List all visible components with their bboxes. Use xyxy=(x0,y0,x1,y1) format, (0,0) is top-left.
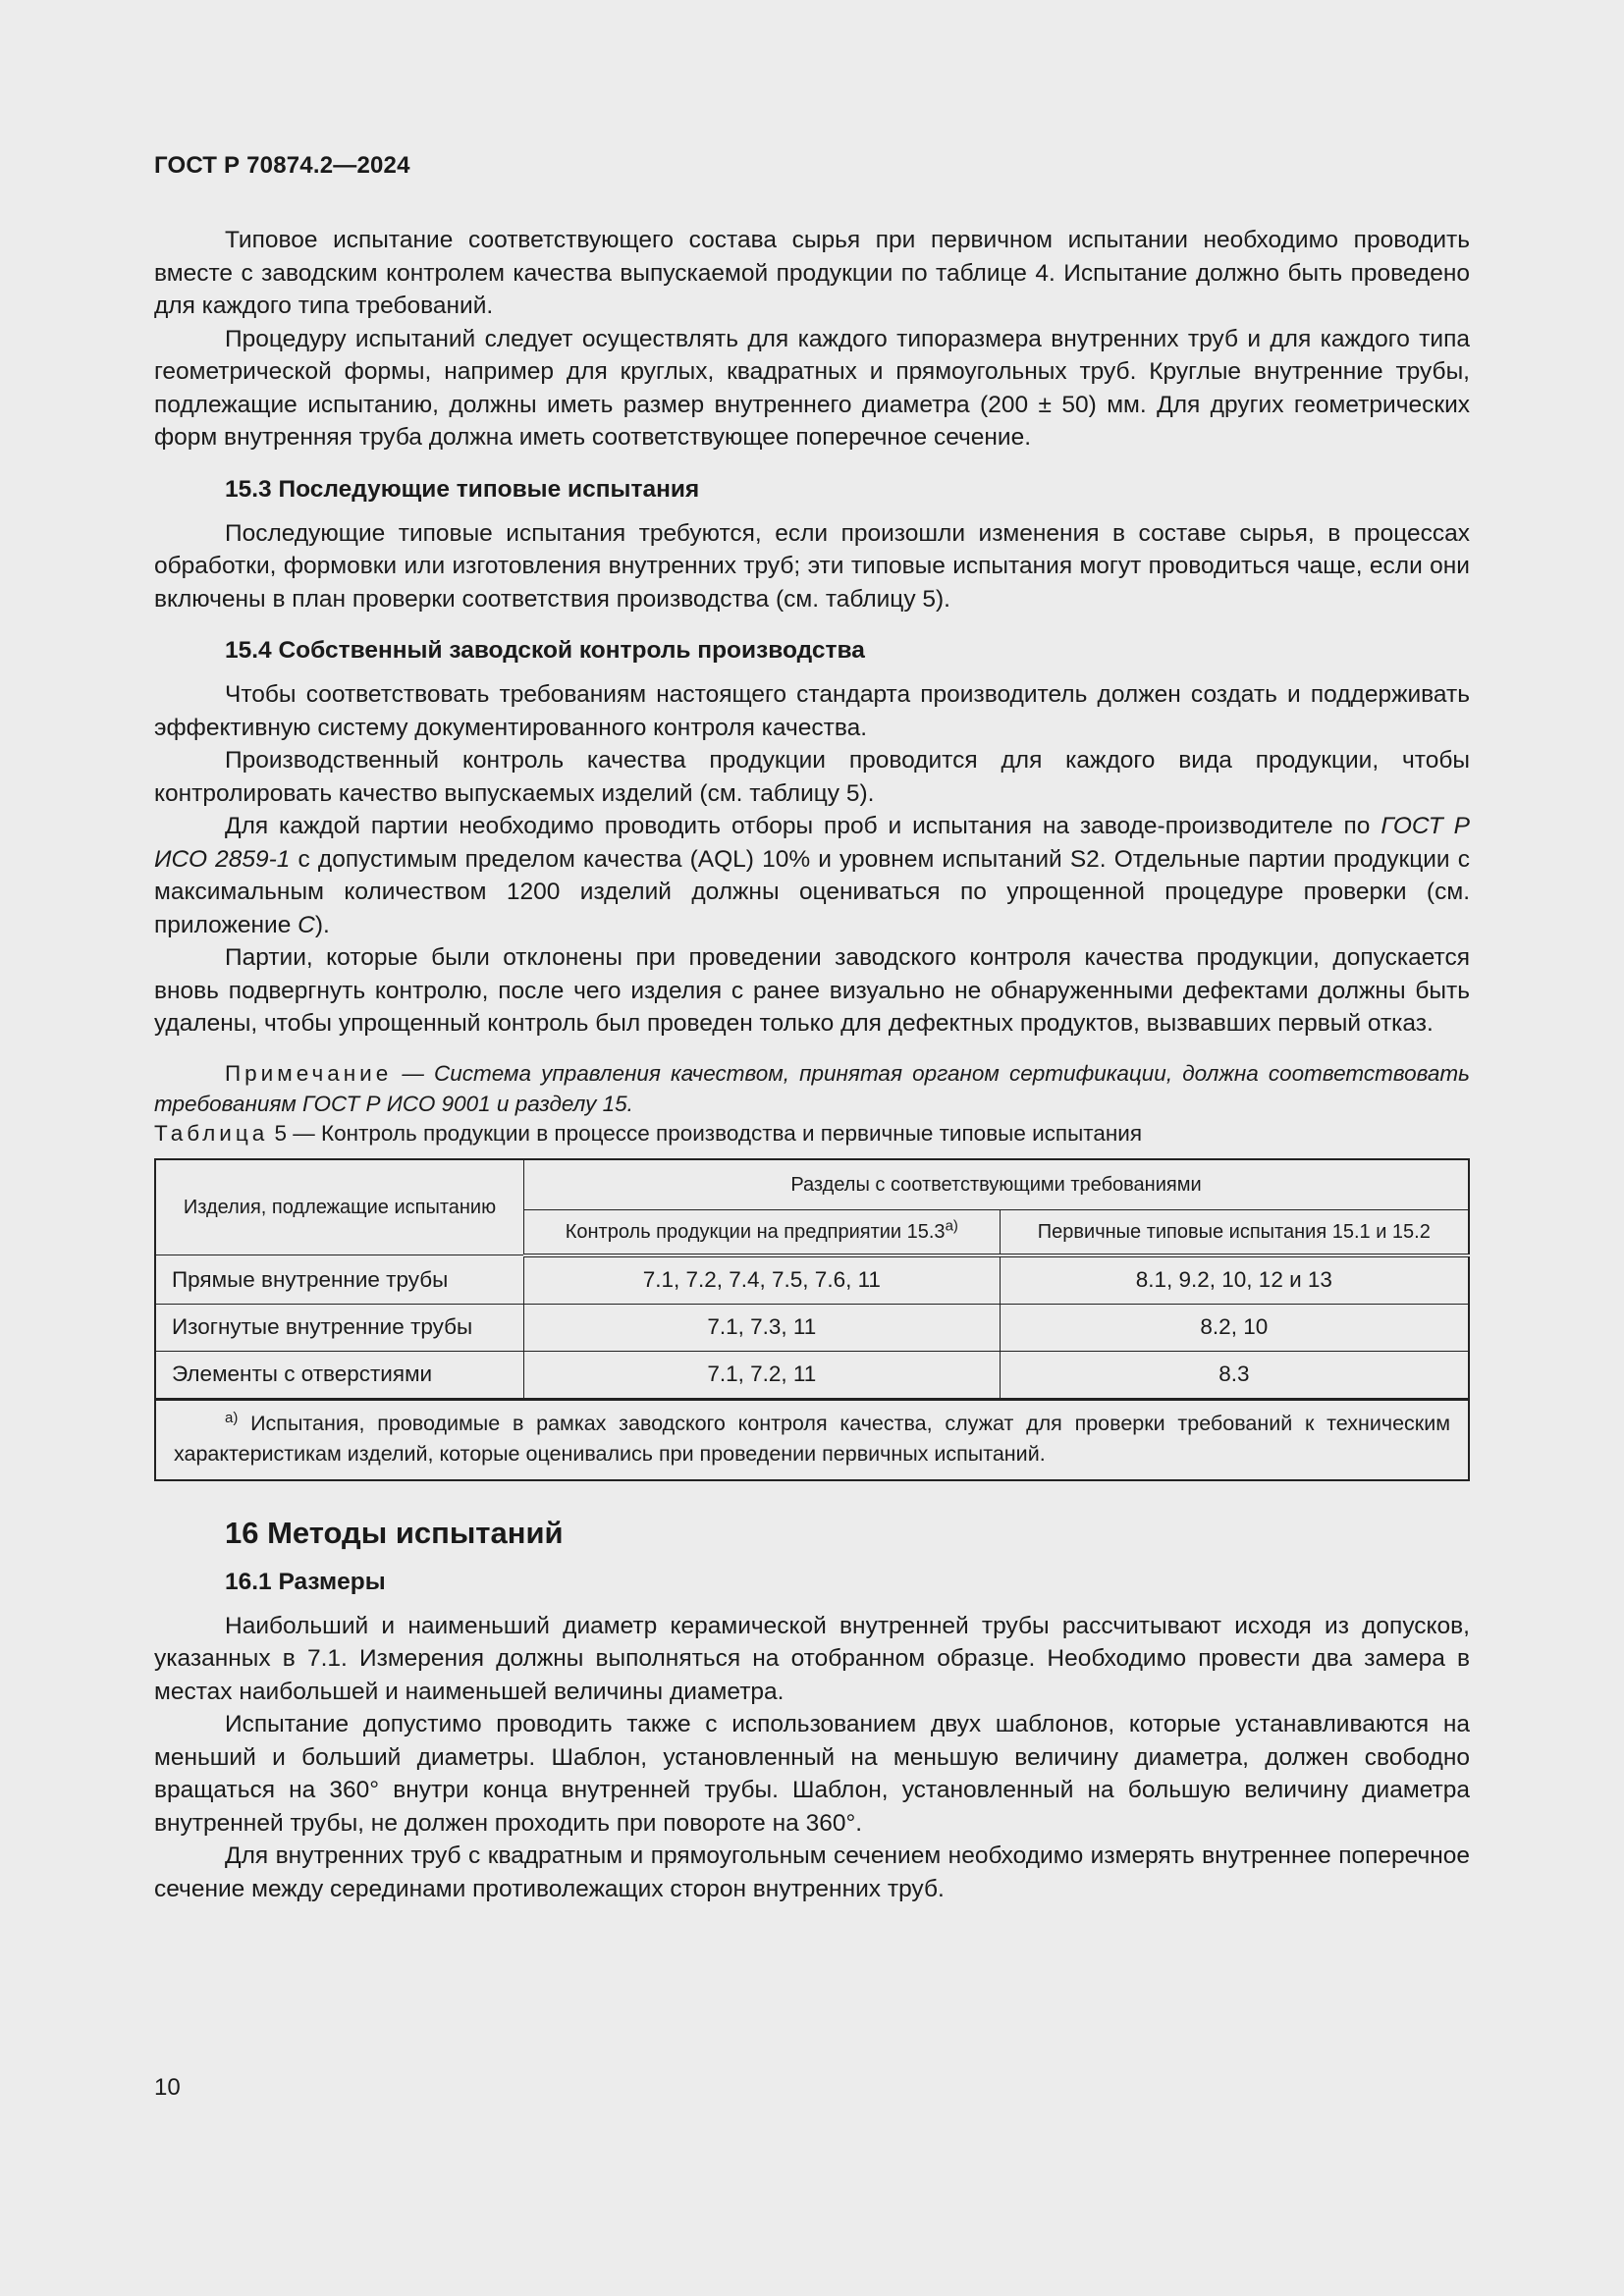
paragraph: Чтобы соответствовать требованиям настоящего стандарта производитель должен создать и поддерживать эффективную систему документированного контроля качества. xyxy=(154,681,1470,741)
table-row xyxy=(155,1304,1469,1351)
section-heading-15-3: 15.3 Последующие типовые испытания xyxy=(225,475,700,503)
page-number: 10 xyxy=(154,2074,181,2101)
table-cell: 7.1, 7.3, 11 xyxy=(524,1304,1001,1351)
table-caption-text: 5 — Контроль продукции в процессе производства и первичные типовые испытания xyxy=(268,1120,1143,1146)
column-header-production-control xyxy=(524,1209,1001,1255)
appendix-reference: С xyxy=(298,911,315,938)
header-text: Контроль продукции на предприятии 15.3 xyxy=(565,1220,946,1243)
table-caption-label: Таблица xyxy=(154,1120,269,1146)
table-row xyxy=(155,1255,1469,1305)
paragraph-text: ). xyxy=(314,911,330,938)
paragraph xyxy=(154,810,1470,941)
paragraph: Последующие типовые испытания требуются, если произошли изменения в составе сырья, в процессах обработки, формовки или изготовления внутренних труб; эти типовые испытания могут проводиться чаще, если они включены в план проверки соответствия производства (см. таблицу 5). xyxy=(154,519,1470,613)
section-heading-16: 16 Методы испытаний xyxy=(225,1515,564,1550)
footnote-text: Испытания, проводимые в рамках заводского контроля качества, служат для проверки требований к техническим характеристикам изделий, которые оценивались при проведении первичных испытаний. xyxy=(174,1411,1450,1466)
table-cell: 8.2, 10 xyxy=(1000,1304,1469,1351)
footnote-marker: а) xyxy=(225,1409,239,1426)
table-cell: 8.3 xyxy=(1000,1351,1469,1399)
note-text: — Система управления качеством, принятая органом сертификации, должна соответствовать требованиям ГОСТ Р ИСО 9001 и разделу 15. xyxy=(154,1060,1470,1116)
document-body xyxy=(154,224,1470,1905)
paragraph-text: Для каждой партии необходимо проводить отборы проб и испытания на заводе-производителе по xyxy=(225,813,1381,839)
table-cell: Изогнутые внутренние трубы xyxy=(155,1304,524,1351)
footnote-marker: а) xyxy=(945,1216,958,1234)
paragraph: Испытание допустимо проводить также с использованием двух шаблонов, которые устанавливаются на меньший и больший диаметры. Шаблон, установленный на меньшую величину диаметра, должен свободно вращаться на 360° внутри конца внутренней трубы. Шаблон, установленный на большую величину диаметра внутренней трубы, не должен проходить при повороте на 360°. xyxy=(154,1711,1470,1837)
note-label: Примечание xyxy=(225,1060,393,1086)
note xyxy=(154,1058,1470,1119)
paragraph-text: с допустимым пределом качества (AQL) 10% и уровнем испытаний S2. Отдельные партии продукции с максимальным количеством 1200 изделий должны оцениваться по упрощенной процедуре проверки (см. приложение xyxy=(154,845,1470,938)
table-5 xyxy=(154,1158,1470,1481)
paragraph: Наибольший и наименьший диаметр керамической внутренней трубы рассчитывают исходя из допусков, указанных в 7.1. Измерения должны выполняться на отобранном образце. Необходимо провести два замера в местах наибольшей и наименьшей величины диаметра. xyxy=(154,1612,1470,1705)
column-group-header: Разделы с соответствующими требованиями xyxy=(524,1159,1470,1210)
paragraph: Процедуру испытаний следует осуществлять для каждого типоразмера внутренних труб и для каждого типа геометрической формы, например для круглых, квадратных и прямоугольных труб. Круглые внутренние трубы, подлежащие испытанию, должны иметь размер внутреннего диаметра (200 ± 50) мм. Для других геометрических форм внутренняя труба должна иметь соответствующее поперечное сечение. xyxy=(154,325,1470,451)
table-footnote xyxy=(155,1399,1469,1480)
paragraph: Для внутренних труб с квадратным и прямоугольным сечением необходимо измерять внутреннее поперечное сечение между серединами противолежащих сторон внутренних труб. xyxy=(154,1842,1470,1902)
column-header-initial-tests: Первичные типовые испытания 15.1 и 15.2 xyxy=(1000,1209,1469,1255)
paragraph: Типовое испытание соответствующего состава сырья при первичном испытании необходимо проводить вместе с заводским контролем качества выпускаемой продукции по таблице 4. Испытание должно быть проведено для каждого типа требований. xyxy=(154,227,1470,319)
table-row xyxy=(155,1351,1469,1399)
paragraph: Партии, которые были отклонены при проведении заводского контроля качества продукции, допускается вновь подвергнуть контролю, после чего изделия с ранее визуально не обнаруженными дефектами должны быть удалены, чтобы упрощенный контроль был проведен только для дефектных продуктов, вызвавших первый отказ. xyxy=(154,944,1470,1037)
paragraph: Производственный контроль качества продукции проводится для каждого вида продукции, чтобы контролировать качество выпускаемых изделий (см. таблицу 5). xyxy=(154,747,1470,807)
document-header: ГОСТ Р 70874.2—2024 xyxy=(154,152,410,179)
table-cell: 7.1, 7.2, 7.4, 7.5, 7.6, 11 xyxy=(524,1255,1001,1305)
table-footnote-row xyxy=(155,1399,1469,1480)
table-cell: Элементы с отверстиями xyxy=(155,1351,524,1399)
section-heading-15-4: 15.4 Собственный заводской контроль производства xyxy=(225,637,865,664)
table-cell: 7.1, 7.2, 11 xyxy=(524,1351,1001,1399)
standard-reference: ГОСТ Р ИСО 2859-1 xyxy=(154,813,1470,873)
table-caption xyxy=(154,1119,1470,1148)
table-cell: Прямые внутренние трубы xyxy=(155,1255,524,1305)
section-heading-16-1: 16.1 Размеры xyxy=(225,1568,386,1595)
column-header-products: Изделия, подлежащие испытанию xyxy=(155,1159,524,1255)
table-cell: 8.1, 9.2, 10, 12 и 13 xyxy=(1000,1255,1469,1305)
